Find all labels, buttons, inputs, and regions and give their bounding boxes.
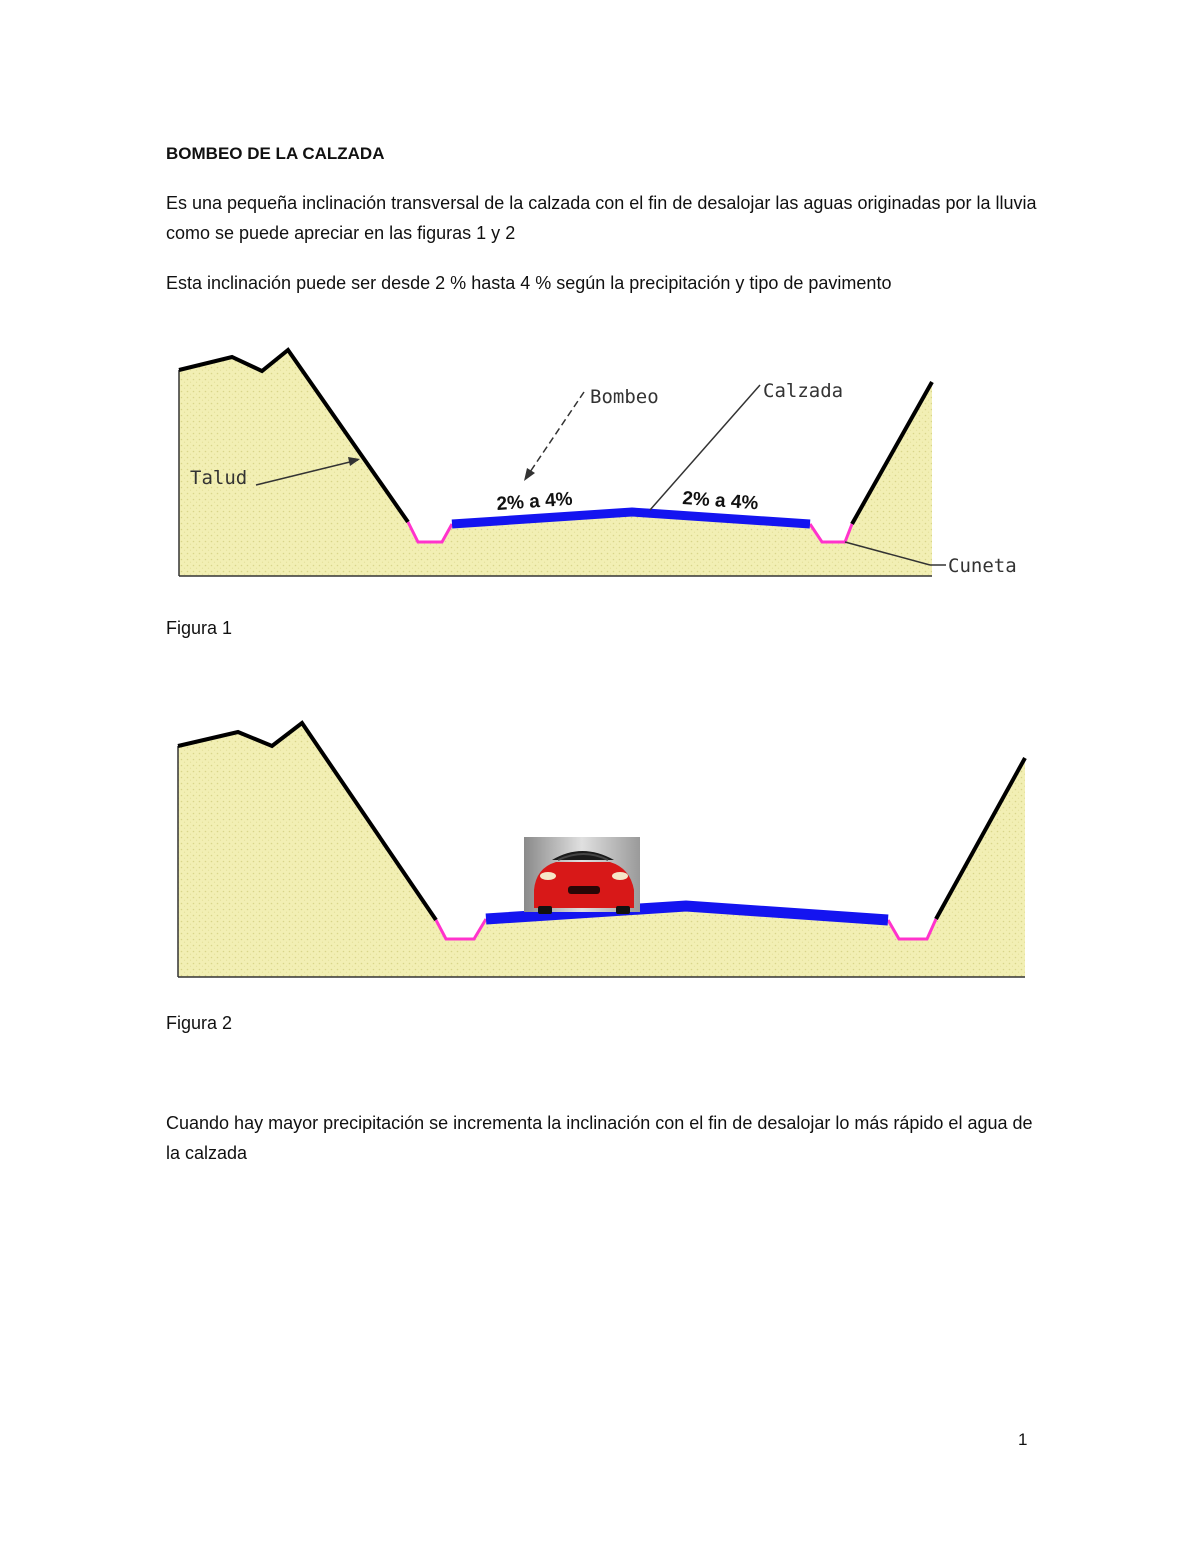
left-slope-label: 2% a 4% (495, 488, 574, 515)
page-number: 1 (1018, 1430, 1028, 1449)
figure-2-cross-section (0, 710, 1200, 990)
document-heading: BOMBEO DE LA CALZADA (166, 144, 385, 163)
bombeo-arrowhead (524, 468, 535, 481)
slope-range-paragraph: Esta inclinación puede ser desde 2 % hasta 4 % según la precipitación y tipo de pavimento (166, 273, 892, 293)
car-image (524, 837, 640, 914)
bombeo-arrow (528, 392, 584, 475)
figure-2-caption: Figura 2 (166, 1013, 233, 1033)
conclusion-paragraph: Cuando hay mayor precipitación se incrementa la inclinación con el fin de desalojar lo más rápido el agua de la calzada (166, 1113, 1033, 1163)
bombeo-label: Bombeo (590, 386, 659, 408)
calzada-label: Calzada (763, 380, 844, 402)
right-slope-label: 2% a 4% (681, 488, 759, 515)
cuneta-label: Cuneta (948, 555, 1017, 577)
figure-1-cross-section (0, 330, 1200, 590)
talud-label: Talud (190, 467, 248, 489)
intro-paragraph: Es una pequeña inclinación transversal de la calzada con el fin de desalojar las aguas originadas por la lluvia como se puede apreciar en las figuras 1 y 2 (166, 193, 1037, 243)
figure-1-caption: Figura 1 (166, 618, 233, 638)
